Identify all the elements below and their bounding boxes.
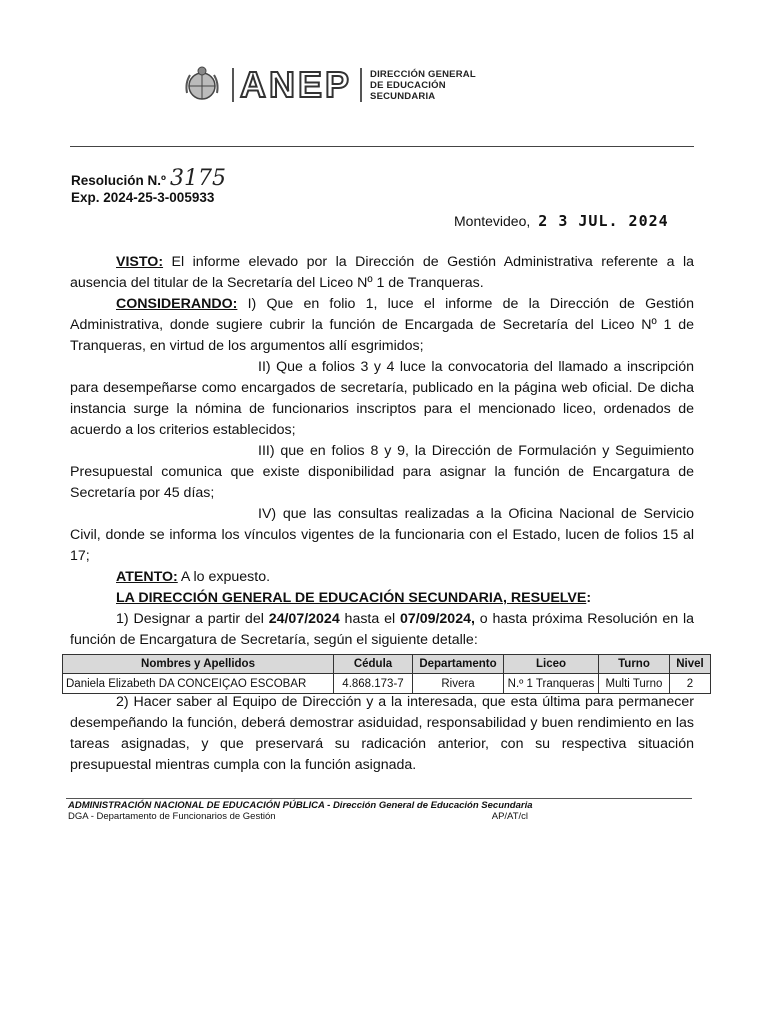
- dg-label: DIRECCIÓN GENERAL DE EDUCACIÓN SECUNDARIA: [370, 68, 476, 102]
- footer-department-line: [68, 811, 528, 822]
- col-header-turno: Turno: [599, 655, 670, 674]
- cell-liceo: N.º 1 Tranqueras: [504, 674, 599, 694]
- considerando-paragraph-4: IV) que las consultas realizadas a la Oficina Nacional de Servicio Civil, donde se informa los vínculos vigentes de la funcionaria con el Estado, lucen de folios 15 al 17;: [70, 506, 694, 564]
- header-rule: [70, 146, 694, 147]
- col-header-liceo: Liceo: [504, 655, 599, 674]
- atento-paragraph: ATENTO: A lo expuesto.: [116, 569, 271, 585]
- resolution-body-continued: [70, 692, 694, 776]
- considerando-paragraph-2: II) Que a folios 3 y 4 luce la convocatoria del llamado a inscripción para desempeñarse como encargados de secretaría, publicado en la página web oficial. De dicha instancia surge la nómina de funcionarios inscriptos para el mencionado liceo, ordenados de acuerdo a los criterios establecidos;: [70, 359, 694, 438]
- date-place: Montevideo,: [454, 213, 531, 229]
- cell-department: Rivera: [413, 674, 504, 694]
- col-header-name: Nombres y Apellidos: [63, 655, 334, 674]
- col-header-cedula: Cédula: [334, 655, 413, 674]
- resolution-number: 3175: [169, 166, 226, 191]
- considerando-paragraph-1: CONSIDERANDO: I) Que en folio 1, luce el informe de la Dirección de Gestión Administrativa, donde sugiere cubrir la función de Encargada de Secretaría del Liceo Nº 1 de Tranqueras, en virtud de los argumentos allí esgrimidos;: [70, 296, 694, 354]
- atento-label: ATENTO:: [116, 569, 178, 585]
- resolution-number-line: [71, 166, 226, 191]
- date-stamp: 2 3 JUL. 2024: [538, 212, 669, 230]
- resuelve-item-2: 2) Hacer saber al Equipo de Dirección y a la interesada, que esta última para permanecer desempeñando la función, deberá demostrar asiduidad, responsabilidad y buen rendimiento en las tareas asignadas, y que preservará su radicación anterior, con su respectiva situación presupuestal mientras cumpla con la función asignada.: [70, 694, 694, 773]
- anep-logo-text: ANEP: [240, 64, 353, 105]
- visto-label: VISTO:: [116, 254, 164, 270]
- table-header-row: [63, 655, 711, 674]
- resuelve-heading: LA DIRECCIÓN GENERAL DE EDUCACIÓN SECUNDARIA, RESUELVE:: [116, 590, 592, 606]
- cell-cedula: 4.868.173-7: [334, 674, 413, 694]
- resolution-label: Resolución N.º: [71, 173, 166, 188]
- cell-nivel: 2: [670, 674, 711, 694]
- header-divider: [360, 68, 362, 102]
- letterhead: [182, 64, 476, 106]
- footer-rule: [66, 798, 692, 799]
- coat-of-arms-icon: [182, 65, 222, 105]
- cell-turno: Multi Turno: [599, 674, 670, 694]
- cell-name: Daniela Elizabeth DA CONCEIÇAO ESCOBAR: [63, 674, 334, 694]
- designation-table: [62, 654, 711, 694]
- col-header-nivel: Nivel: [670, 655, 711, 674]
- considerando-paragraph-3: III) que en folios 8 y 9, la Dirección de Formulación y Seguimiento Presupuestal comunica que existe disponibilidad para asignar la función de Encargatura de Secretaría por 45 días;: [70, 443, 694, 501]
- expedient-number: Exp. 2024-25-3-005933: [71, 190, 215, 205]
- resuelve-item-1: 1) Designar a partir del 24/07/2024 hasta el 07/09/2024, o hasta próxima Resolución en la función de Encargatura de Secretaría, según el siguiente detalle:: [70, 611, 694, 648]
- footer-initials: AP/AT/cl: [491, 811, 528, 822]
- col-header-department: Departamento: [413, 655, 504, 674]
- date-line: [454, 212, 669, 230]
- header-divider: [232, 68, 234, 102]
- footer-institution: ADMINISTRACIÓN NACIONAL DE EDUCACIÓN PÚBLICA - Dirección General de Educación Secundaria: [68, 800, 533, 811]
- visto-paragraph: VISTO: El informe elevado por la Dirección de Gestión Administrativa referente a la ausencia del titular de la Secretaría del Liceo Nº 1 de Tranqueras.: [70, 254, 694, 291]
- footer-department: DGA - Departamento de Funcionarios de Gestión: [68, 811, 276, 822]
- considerando-label: CONSIDERANDO:: [116, 296, 238, 312]
- resolution-body: [70, 252, 694, 651]
- table-row: [63, 674, 711, 694]
